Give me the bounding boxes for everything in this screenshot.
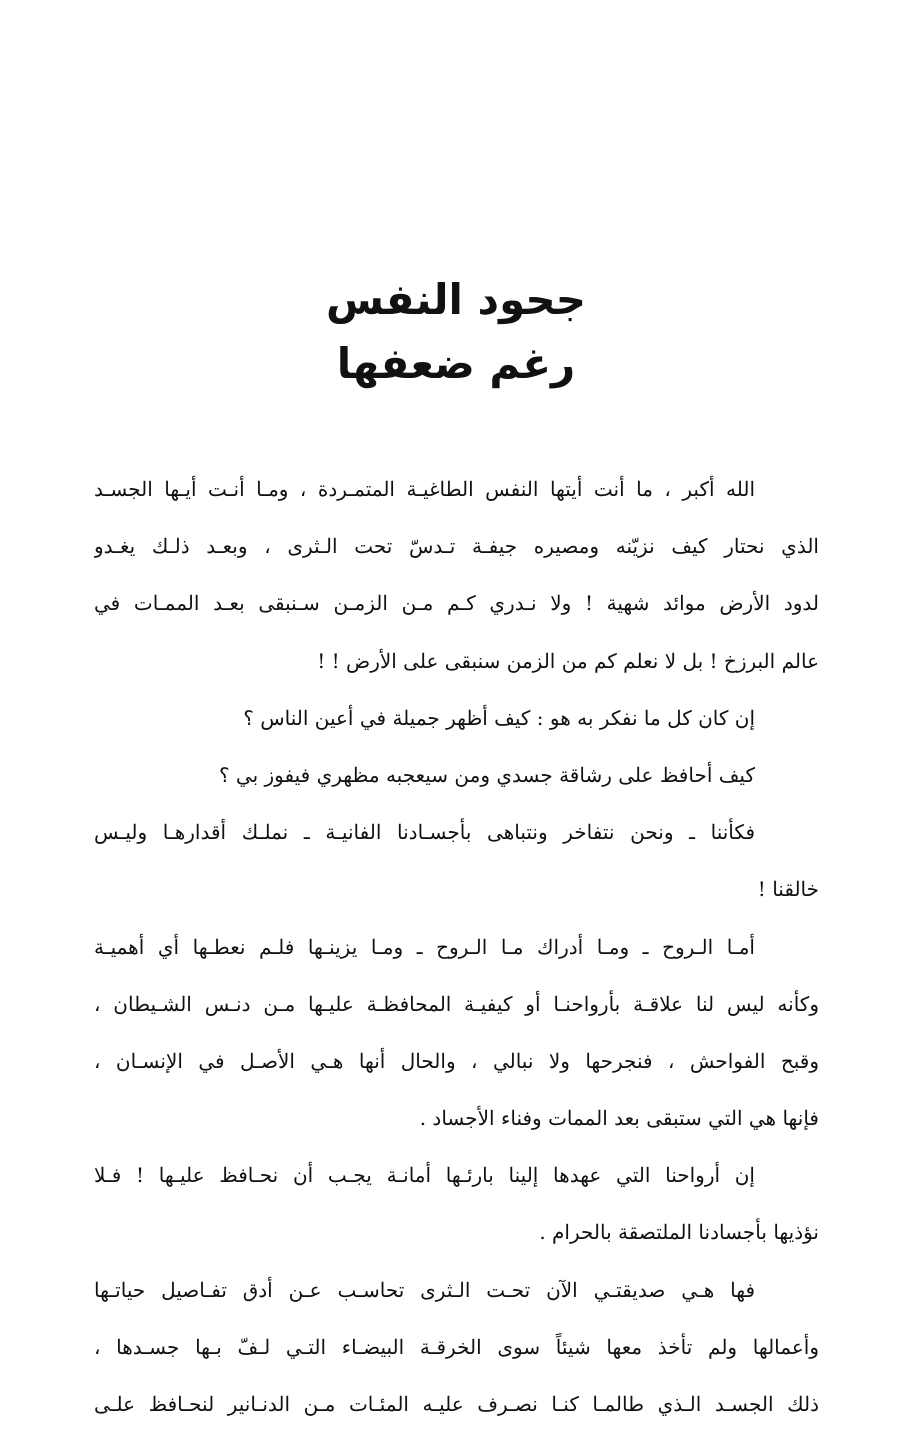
text-line: الله أكبر ، ما أنت أيتها النفس الطاغيـة المتمـردة ، ومـا أنـت أيـها الجسـد xyxy=(94,477,755,501)
text-line: إن أرواحنا التي عهدها إلينا بارئـها أمانـة يجـب أن نحـافظ عليـها ! فـلا xyxy=(94,1163,755,1188)
text-line: وقبح الفواحش ، فنجرحها ولا نبالي ، والحال أنها هـي الأصـل في الإنسـان ، xyxy=(94,1048,819,1073)
text-line: وكأنه ليس لنا علاقـة بأرواحنـا أو كيفيـة المحافظـة عليـها مـن دنـس الشـيطان ، xyxy=(94,991,819,1016)
text-line: الذي نحتار كيف نزيّنه ومصيره جيفـة تـدسّ تحت الـثرى ، وبعـد ذلـك يغـدو xyxy=(94,534,819,559)
text-line: نؤذيها بأجسادنا الملتصقة بالحرام . xyxy=(539,1220,819,1245)
text-line: فكأننا ـ ونحن نتفاخر ونتباهى بأجسـادنا الفانيـة ـ نملـك أقدارهـا وليـس xyxy=(94,820,755,845)
text-line: أمـا الـروح ـ ومـا أدراك مـا الـروح ـ ومـا يزينـها فلـم نعطـها أي أهميـة xyxy=(94,934,755,959)
text-line: وأعمالها ولم تأخذ معها شيئاً سوى الخرقـة البيضـاء التـي لـفّ بـها جسـدها ، xyxy=(94,1334,819,1359)
text-line: خالقنا ! xyxy=(757,877,819,902)
text-line: عالم البرزخ ! بل لا نعلم كم من الزمن سنبقى على الأرض ! ! xyxy=(317,648,819,673)
text-line: كيف أحافظ على رشاقة جسدي ومن سيعجبه مظهري فيفوز بي ؟ xyxy=(218,762,755,787)
text-line: إن كان كل ما نفكر به هو : كيف أظهر جميلة في أعين الناس ؟ xyxy=(243,705,755,730)
text-line: لدود الأرض موائد شهية ! ولا نـدري كـم مـن الزمـن سـنبقى بعـد الممـات في xyxy=(94,591,819,616)
text-line: فإنها هي التي ستبقى بعد الممات وفناء الأجساد . xyxy=(419,1106,819,1131)
body-text xyxy=(94,461,819,1433)
text-line: فها هـي صديقتـي الآن تحـت الـثرى تحاسـب عـن أدق تفـاصيل حياتـها xyxy=(94,1277,755,1302)
chapter-title-line-1: جحود النفس xyxy=(326,275,586,324)
chapter-title-line-2: رغم ضعفها xyxy=(336,339,576,388)
text-line: ذلك الجسـد الـذي طالمـا كنـا نصـرف عليـه المئـات مـن الدنـانير لنحـافظ علـى xyxy=(94,1392,819,1416)
